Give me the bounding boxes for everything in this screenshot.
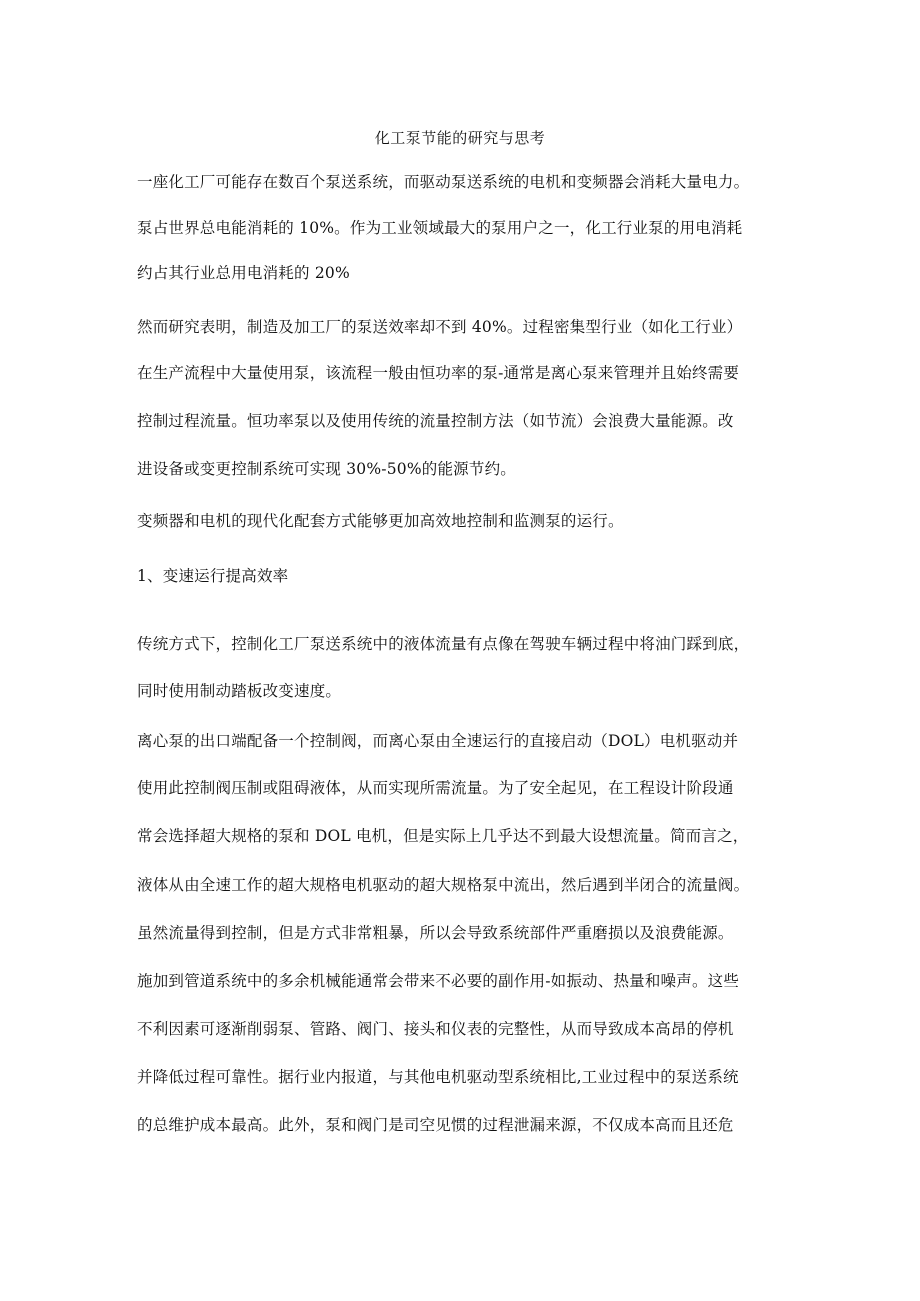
text-line: 然而研究表明，制造及加工厂的泵送效率却不到 40%。过程密集型行业（如化工行业） — [137, 318, 743, 336]
text-line: 进设备或变更控制系统可实现 30%-50%的能源节约。 — [137, 460, 516, 478]
text-line: 同时使用制动踏板改变速度。 — [137, 682, 342, 700]
text-line: 施加到管道系统中的多余机械能通常会带来不必要的副作用-如振动、热量和噪声。这些 — [137, 972, 740, 990]
text-line: 控制过程流量。恒功率泵以及使用传统的流量控制方法（如节流）会浪费大量能源。改 — [137, 412, 734, 430]
text-line: 泵占世界总电能消耗的 10%。作为工业领域最大的泵用户之一，化工行业泵的用电消耗 — [137, 219, 743, 237]
text-line: 一座化工厂可能存在数百个泵送系统，而驱动泵送系统的电机和变频器会消耗大量电力。 — [137, 173, 750, 191]
text-line: 变频器和电机的现代化配套方式能够更加高效地控制和监测泵的运行。 — [137, 512, 624, 530]
section-heading: 1、变速运行提高效率 — [137, 567, 289, 585]
text-line: 在生产流程中大量使用泵，该流程一般由恒功率的泵-通常是离心泵来管理并且始终需要 — [137, 364, 740, 382]
document-title: 化工泵节能的研究与思考 — [374, 129, 546, 147]
text-line: 常会选择超大规格的泵和 DOL 电机，但是实际上几乎达不到最大设想流量。简而言之， — [137, 827, 749, 845]
text-line: 不利因素可逐渐削弱泵、管路、阀门、接头和仪表的完整性，从而导致成本高昂的停机 — [137, 1020, 734, 1038]
text-line: 传统方式下，控制化工厂泵送系统中的液体流量有点像在驾驶车辆过程中将油门踩到底， — [137, 635, 750, 653]
text-line: 约占其行业总用电消耗的 20% — [137, 264, 350, 282]
text-line: 使用此控制阀压制或阻碍液体，从而实现所需流量。为了安全起见，在工程设计阶段通 — [137, 779, 734, 797]
text-line: 离心泵的出口端配备一个控制阀，而离心泵由全速运行的直接启动（DOL）电机驱动并 — [137, 732, 739, 750]
text-line: 液体从由全速工作的超大规格电机驱动的超大规格泵中流出，然后遇到半闭合的流量阀。 — [137, 876, 750, 894]
text-line: 并降低过程可靠性。据行业内报道，与其他电机驱动型系统相比,工业过程中的泵送系统 — [137, 1068, 739, 1086]
text-line: 虽然流量得到控制，但是方式非常粗暴，所以会导致系统部件严重磨损以及浪费能源。 — [137, 924, 734, 942]
text-line: 的总维护成本最高。此外，泵和阀门是司空见惯的过程泄漏来源，不仅成本高而且还危 — [137, 1116, 734, 1134]
